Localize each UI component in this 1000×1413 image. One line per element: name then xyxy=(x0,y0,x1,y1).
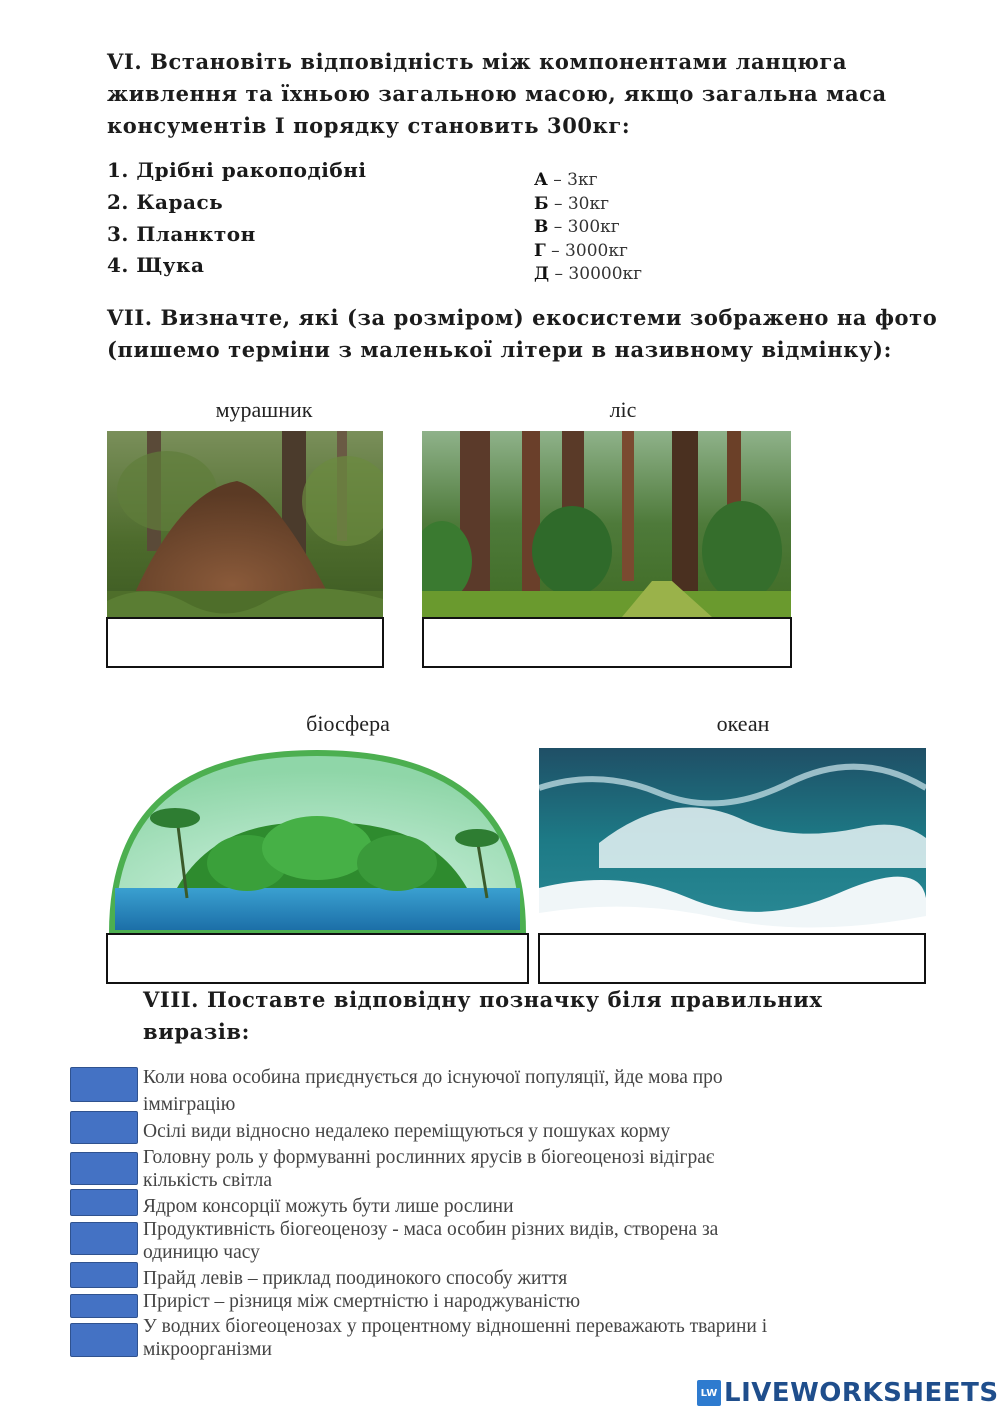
statement xyxy=(143,1315,943,1361)
statement xyxy=(143,1267,943,1290)
statement-checkbox[interactable] xyxy=(70,1294,138,1318)
heading-line: живлення та їхньою загальною масою, якщо загальна маса xyxy=(107,81,887,106)
statement-line: імміграцію xyxy=(143,1094,236,1115)
heading-line: VII. Визначте, які (за розміром) екосистеми зображено на фото xyxy=(107,305,938,330)
section7-heading xyxy=(107,302,937,366)
statement xyxy=(143,1120,943,1143)
food-chain-item: 1. Дрібні ракоподібні xyxy=(107,158,367,182)
mass-value: – 3000кг xyxy=(551,240,628,261)
forest-photo xyxy=(422,431,791,617)
statement-checkbox[interactable] xyxy=(70,1262,138,1288)
statement-line: Ядром консорції можуть бути лише рослини xyxy=(143,1196,514,1217)
mass-value: – 30000кг xyxy=(554,264,643,284)
statement-checkbox[interactable] xyxy=(70,1323,138,1357)
mass-option xyxy=(534,241,642,265)
section8-heading xyxy=(143,984,823,1048)
mass-value: – 3кг xyxy=(553,170,598,190)
mass-options xyxy=(534,170,642,288)
mass-option xyxy=(534,194,642,218)
food-chain-item: 4. Щука xyxy=(107,253,205,277)
statement-checkbox[interactable] xyxy=(70,1222,138,1255)
mass-letter: Д xyxy=(534,264,550,284)
mass-letter: В xyxy=(534,217,549,237)
heading-line: VI. Встановіть відповідність між компонентами ланцюга xyxy=(107,49,848,74)
section6-heading xyxy=(107,46,887,142)
statement-checkbox[interactable] xyxy=(70,1111,138,1144)
mass-letter: Г xyxy=(534,240,546,261)
liveworksheets-logo xyxy=(697,1377,999,1409)
food-chain-item: 2. Карась xyxy=(107,190,224,214)
mass-option xyxy=(534,217,642,241)
statement-line: Приріст – різниця між смертністю і народжуваністю xyxy=(143,1291,581,1312)
ocean-photo xyxy=(539,748,926,933)
anthill-photo xyxy=(107,431,383,617)
caption-forest: ліс xyxy=(535,397,711,423)
heading-line: виразів: xyxy=(143,1019,250,1044)
mass-option xyxy=(534,170,642,194)
statement-line: одиницю часу xyxy=(143,1242,260,1263)
statement xyxy=(143,1146,943,1192)
heading-line: консументів І порядку становить 300кг: xyxy=(107,113,631,138)
answer-input-ocean[interactable] xyxy=(538,933,926,984)
answer-input-forest[interactable] xyxy=(422,617,792,668)
answer-input-biosphere[interactable] xyxy=(106,933,529,984)
food-chain-item: 3. Планктон xyxy=(107,222,256,246)
statement-line: Осілі види відносно недалеко переміщуються у пошуках корму xyxy=(143,1121,671,1142)
statement-line: У водних біогеоценозах у процентному відношенні переважають тварини і xyxy=(143,1316,768,1337)
statement-line: Прайд левів – приклад поодинокого способу життя xyxy=(143,1268,568,1289)
statement-line: Коли нова особина приєднується до існуючої популяції, йде мова про xyxy=(143,1067,723,1088)
statement xyxy=(143,1290,943,1313)
statement-checkbox[interactable] xyxy=(70,1067,138,1102)
statement-line: мікроорганізми xyxy=(143,1339,272,1360)
answer-input-anthill[interactable] xyxy=(106,617,384,668)
logo-badge-icon: LW xyxy=(697,1380,721,1406)
mass-value: – 30кг xyxy=(553,193,610,214)
biosphere-photo xyxy=(107,748,528,933)
mass-letter: А xyxy=(534,170,548,190)
statement xyxy=(143,1195,943,1218)
heading-line: (пишемо терміни з маленької літери в називному відмінку): xyxy=(107,337,892,362)
statement-line: Продуктивність біогеоценозу - маса особин різних видів, створена за xyxy=(143,1219,719,1240)
logo-text: LIVEWORKSHEETS xyxy=(724,1378,999,1408)
statement-line: Головну роль у формуванні рослинних ярусів в біогеоценозі відіграє xyxy=(143,1147,715,1168)
statement xyxy=(143,1066,943,1116)
statement-line: кількість світла xyxy=(143,1170,273,1191)
mass-letter: Б xyxy=(534,193,549,214)
caption-biosphere: біосфера xyxy=(260,711,436,737)
mass-option xyxy=(534,264,642,288)
caption-anthill: мурашник xyxy=(181,397,347,423)
statement xyxy=(143,1218,943,1264)
statement-checkbox[interactable] xyxy=(70,1152,138,1185)
food-chain-items xyxy=(107,158,366,284)
heading-line: VIII. Поставте відповідну позначку біля правильних xyxy=(143,987,823,1012)
mass-value: – 300кг xyxy=(553,217,620,237)
statement-checkbox[interactable] xyxy=(70,1189,138,1216)
caption-ocean: океан xyxy=(655,711,831,737)
